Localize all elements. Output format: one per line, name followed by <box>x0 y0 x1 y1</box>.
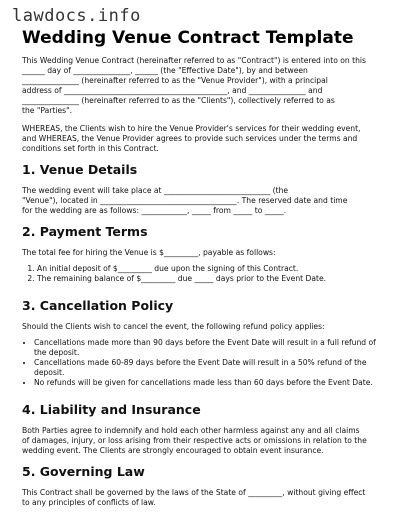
whereas-paragraph <box>22 124 384 154</box>
payment-intro-text: The total fee for hiring the Venue is $_________, payable as follows: <box>22 248 276 257</box>
intro-line: the "Parties". <box>22 106 73 115</box>
section-governing-law <box>22 464 384 508</box>
intro-line: _______________ (hereinafter referred to as the "Clients"), collectively referred to as <box>22 96 335 105</box>
intro-line: ______ day of _______________, ______ (the "Effective Date"), by and between <box>22 66 308 75</box>
whereas-line: conditions set forth in this Contract. <box>22 144 159 153</box>
payment-item: 1. An initial deposit of $_________ due upon the signing of this Contract. <box>37 264 384 274</box>
intro-line: address of ___________________________________________, and _______________ and <box>22 86 323 95</box>
liability-line: wedding event. The Clients are strongly encouraged to obtain event insurance. <box>22 446 324 455</box>
cancellation-intro <box>22 322 384 332</box>
venue-line: for the wedding are as follows: ____________, _____ from _____ to _____. <box>22 206 287 215</box>
document-body <box>22 56 384 508</box>
section-payment-terms <box>22 224 384 292</box>
document-title: Wedding Venue Contract Template <box>22 28 354 48</box>
cancellation-list <box>22 338 384 388</box>
liability-line: of damages, injury, or loss arising from their respective acts or omissions in relation to the <box>22 436 367 445</box>
intro-paragraph <box>22 56 384 116</box>
cancellation-intro-text: Should the Clients wish to cancel the event, the following refund policy applies: <box>22 322 325 331</box>
governing-line: This Contract shall be governed by the laws of the State of _________, without giving effect <box>22 488 366 497</box>
whereas-line: WHEREAS, the Clients wish to hire the Venue Provider's services for their wedding event, <box>22 124 361 133</box>
section-liability-insurance <box>22 402 384 456</box>
site-brand[interactable]: lawdocs.info <box>12 6 141 26</box>
venue-line: The wedding event will take place at ____________________________ (the <box>22 186 289 195</box>
payment-item: 2. The remaining balance of $_________ due _____ days prior to the Event Date. <box>37 274 384 284</box>
payment-intro <box>22 248 384 258</box>
cancellation-item: • Cancellations made more than 90 days before the Event Date will result in a full refund of the deposit. <box>34 338 384 358</box>
section-cancellation-policy <box>22 298 384 396</box>
section-heading: 4. Liability and Insurance <box>22 402 201 417</box>
payment-list <box>22 264 384 284</box>
section-heading: 2. Payment Terms <box>22 224 148 239</box>
intro-line: _______________ (hereinafter referred to as the "Venue Provider"), with a principal <box>22 76 328 85</box>
liability-line: Both Parties agree to indemnify and hold each other harmless against any and all claims <box>22 426 360 435</box>
section-heading: 1. Venue Details <box>22 162 138 177</box>
venue-line: "Venue"), located in ____________________________________. The reserved date and time <box>22 196 348 205</box>
intro-line: This Wedding Venue Contract (hereinafter referred to as "Contract") is entered into on this <box>22 56 366 65</box>
section-venue-details <box>22 162 384 216</box>
cancellation-item: • No refunds will be given for cancellations made less than 60 days before the Event Date. <box>34 378 384 388</box>
venue-paragraph <box>22 186 384 216</box>
whereas-line: and WHEREAS, the Venue Provider agrees to provide such services under the terms and <box>22 134 358 143</box>
cancellation-item: • Cancellations made 60-89 days before the Event Date will result in a 50% refund of the deposit. <box>34 358 384 378</box>
section-heading: 3. Cancellation Policy <box>22 298 174 313</box>
section-heading: 5. Governing Law <box>22 464 145 479</box>
governing-paragraph <box>22 488 384 508</box>
governing-line: to any principles of conflicts of law. <box>22 498 156 507</box>
liability-paragraph <box>22 426 384 456</box>
